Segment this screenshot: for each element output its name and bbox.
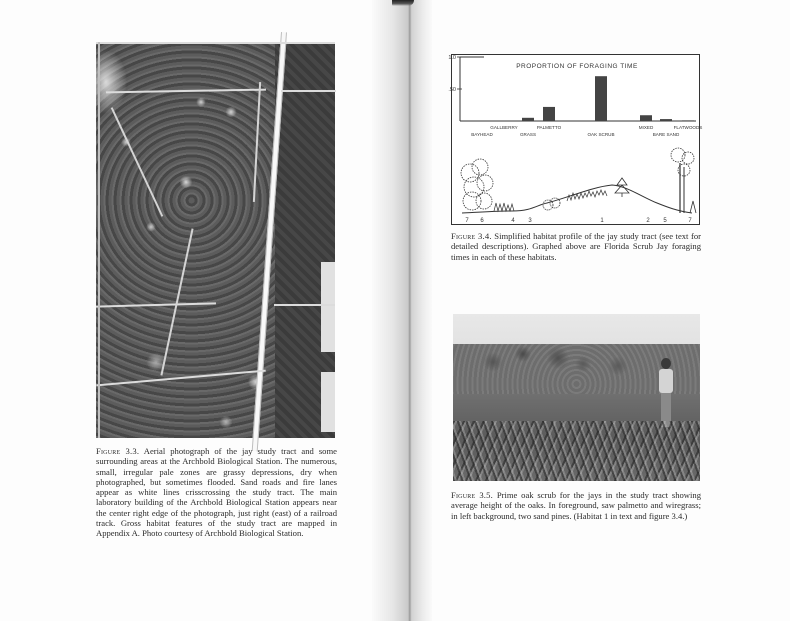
fire-lane (106, 89, 266, 94)
sand-road (160, 228, 193, 375)
habitat-number: 7 (688, 218, 692, 224)
bar-grass (522, 118, 534, 121)
habitat-number: 6 (480, 218, 484, 224)
habitat-number: 5 (663, 218, 667, 224)
bar-bare-sand (660, 119, 672, 121)
gutter-shadow (392, 0, 414, 6)
sand-road (111, 107, 164, 217)
fire-lane (274, 304, 335, 306)
fire-lane (281, 90, 336, 92)
book-gutter (372, 0, 432, 621)
habitat-profile-drawing (461, 148, 696, 213)
saw-palmetto-foreground (453, 421, 700, 481)
caption-label: Figure 3.4. (451, 231, 492, 241)
category-label: GALLBERRY (490, 125, 518, 130)
fire-lane (96, 42, 335, 44)
chart-title: PROPORTION OF FORAGING TIME (516, 63, 638, 70)
aerial-pale-zone (321, 372, 335, 432)
figure-3-5-caption (451, 490, 701, 521)
figure-3-4-frame (448, 54, 703, 225)
oak-scrub-photograph (453, 314, 700, 481)
habitat-number: 4 (511, 218, 515, 224)
caption-body: Prime oak scrub for the jays in the study tract showing average height of the oaks. In foreground, saw palmetto and wiregrass; in left background, two sand pines. (Habitat 1 in text and figure 3.4.) (451, 490, 701, 521)
caption-body: Simplified habitat profile of the jay study tract (see text for detailed descriptions). Graphed above are Florida Scrub Jay foraging times in each of these habitats. (451, 231, 701, 262)
bar-flatwoods (682, 120, 694, 121)
person-torso (659, 369, 673, 393)
caption-label: Figure 3.5. (451, 490, 494, 500)
gallberry-shrubs-icon (494, 203, 514, 211)
category-label: GRASS (519, 132, 537, 137)
y-tick-label: 1.0 (448, 55, 456, 61)
person-head (661, 358, 671, 369)
bar-oak-scrub (595, 76, 607, 121)
habitat-number: 1 (600, 218, 604, 224)
person-standing (658, 358, 674, 428)
foraging-time-chart (448, 55, 703, 226)
y-tick-label: .50 (448, 87, 456, 93)
category-label: MIXED (638, 125, 654, 130)
aerial-pale-zone (321, 262, 335, 352)
fire-lane (96, 370, 266, 387)
bar-palmetto (543, 107, 555, 121)
category-label: BAYHEAD (471, 132, 493, 137)
category-label: OAK SCRUB (587, 132, 615, 137)
habitat-number: 3 (528, 218, 532, 224)
ground-profile-line (462, 185, 692, 213)
bar-mixed (640, 115, 652, 121)
fire-lane (96, 302, 216, 307)
caption-body: Aerial photograph of the jay study tract and some surrounding areas at the Archbold Biological Station. The numerous, small, irregular pale zones are grassy depressions, dry when photographed, but sometimes flooded. Sand roads and fire lanes appear as white lines crisscrossing the study tract. The main laboratory building of the Archbold Biological Station appears near the center right edge of the photograph, just right (east) of a railroad track. Gross habitat features of the study tract are mapped in Appendix A. Photo courtesy of Archbold Biological Station. (96, 446, 337, 539)
category-label: BARE SAND (652, 132, 680, 137)
sand-road (253, 82, 261, 202)
bayhead-trees-icon (461, 159, 493, 210)
aerial-photograph (96, 42, 335, 438)
tract-boundary (98, 42, 100, 438)
category-label: FLATWOODS (673, 125, 703, 130)
habitat-number: 7 (465, 218, 469, 224)
habitat-number: 2 (646, 218, 650, 224)
flatwoods-pine-icon (671, 148, 696, 213)
figure-3-3-caption (96, 446, 337, 539)
caption-label: Figure 3.3. (96, 446, 140, 456)
category-label: PALMETTO (536, 125, 562, 130)
figure-3-4-caption (451, 231, 701, 262)
